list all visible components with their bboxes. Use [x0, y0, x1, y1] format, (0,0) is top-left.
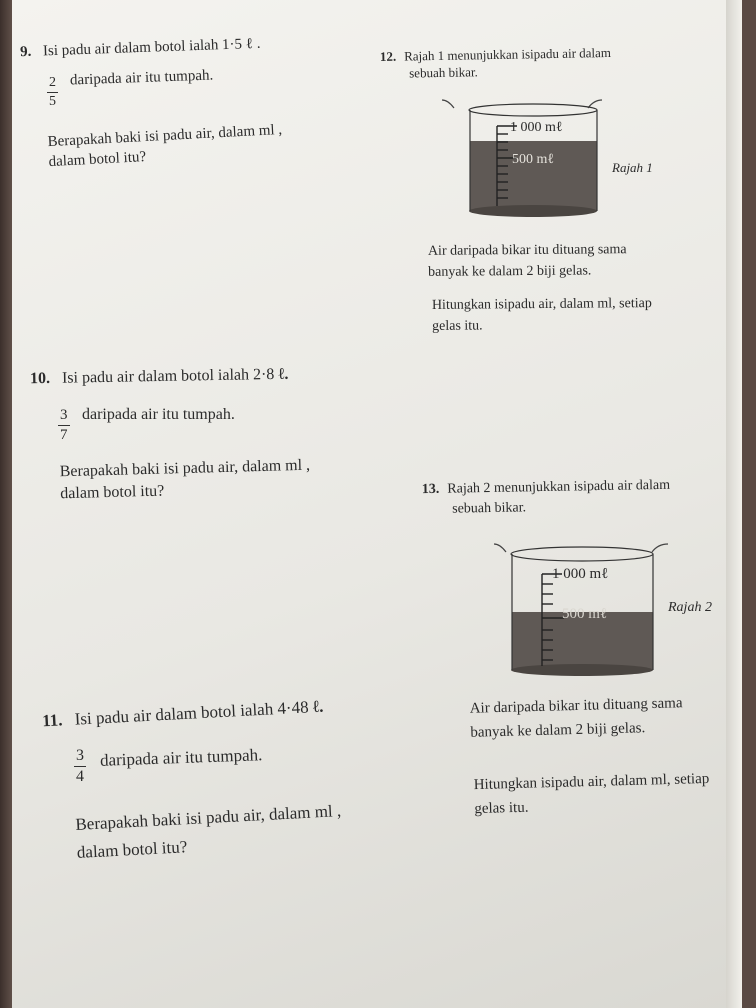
beaker-mark-1000: 1 000 mℓ — [552, 566, 609, 582]
question-10-line1 — [30, 366, 289, 389]
question-number: 11. — [41, 710, 63, 731]
question-13-ask — [473, 767, 710, 821]
figure-label: Rajah 2 — [668, 600, 712, 615]
question-text: daripada air itu tumpah. — [82, 406, 235, 423]
fraction-q11 — [74, 748, 86, 785]
volume-unit: ℓ. — [278, 365, 289, 383]
question-11-line2 — [100, 745, 263, 771]
beaker-mark-1000: 1 000 mℓ — [510, 120, 563, 135]
question-number: 13. — [421, 481, 440, 498]
question-text: sebuah bikar. — [409, 64, 478, 81]
fraction-numerator: 3 — [58, 408, 70, 426]
question-text: Rajah 2 menunjukkan isipadu air dalam — [447, 477, 671, 497]
question-text: banyak ke dalam 2 biji gelas. — [428, 263, 592, 280]
question-text: Air daripada bikar itu dituang sama — [469, 695, 683, 717]
beaker-mark-500: 500 mℓ — [562, 606, 608, 622]
question-number: 9. — [19, 43, 32, 61]
worksheet-page — [12, 0, 742, 1008]
beaker-mark-500: 500 mℓ — [512, 152, 555, 167]
question-prompt: dalam botol itu? — [60, 482, 165, 503]
question-number: 10. — [29, 369, 51, 388]
fraction-denominator: 7 — [60, 427, 68, 443]
question-9-line1 — [20, 36, 261, 61]
question-9-line2 — [70, 68, 214, 90]
fraction-q10 — [58, 408, 70, 443]
question-prompt: Hitungkan isipadu air, dalam ml, setiap — [431, 296, 652, 313]
question-13-header — [422, 476, 671, 520]
question-10-line2 — [82, 406, 235, 424]
question-10-ask — [59, 455, 310, 506]
fraction-denominator: 5 — [49, 94, 56, 109]
question-prompt: gelas itu. — [474, 799, 529, 818]
question-text: Isi padu air dalam botol ialah 1·5 — [42, 36, 243, 60]
fraction-numerator: 3 — [74, 748, 86, 767]
figure-label: Rajah 1 — [612, 160, 653, 175]
question-9-ask — [47, 120, 284, 172]
volume-unit: ℓ. — [312, 696, 324, 717]
question-text: banyak ke dalam 2 biji gelas. — [470, 720, 646, 741]
question-text: Isi padu air dalam botol ialah 4·48 — [74, 697, 310, 729]
question-text: sebuah bikar. — [452, 500, 527, 517]
question-prompt: dalam botol itu? — [76, 837, 188, 862]
question-prompt: gelas itu. — [432, 318, 483, 334]
question-prompt: dalam botol itu? — [48, 149, 147, 171]
question-text: Rajah 1 menunjukkan isipadu air dalam — [403, 44, 612, 64]
question-prompt: Berapakah baki isi padu air, dalam ml , — [47, 121, 283, 151]
question-13-text — [469, 691, 683, 745]
page-edge — [726, 0, 742, 1008]
fraction-denominator: 4 — [76, 768, 84, 785]
question-11-ask — [75, 797, 344, 867]
question-text: Isi padu air dalam botol ialah 2·8 — [61, 365, 275, 387]
fraction-q9 — [47, 76, 58, 109]
question-prompt: Berapakah baki isi padu air, dalam ml , — [59, 456, 311, 481]
question-number: 12. — [379, 48, 397, 65]
volume-unit: ℓ . — [245, 35, 261, 53]
question-11-line1 — [42, 697, 324, 732]
fraction-numerator: 2 — [47, 76, 58, 93]
question-text: daripada air itu tumpah. — [99, 745, 263, 770]
question-12-text — [428, 239, 627, 283]
question-text: daripada air itu tumpah. — [69, 67, 214, 89]
question-12-header — [380, 44, 612, 82]
question-text: Air daripada bikar itu dituang sama — [427, 242, 627, 259]
question-12-ask — [432, 293, 652, 337]
question-prompt: Hitungkan isipadu air, dalam ml, setiap — [473, 770, 710, 794]
question-prompt: Berapakah baki isi padu air, dalam ml , — [74, 801, 342, 834]
